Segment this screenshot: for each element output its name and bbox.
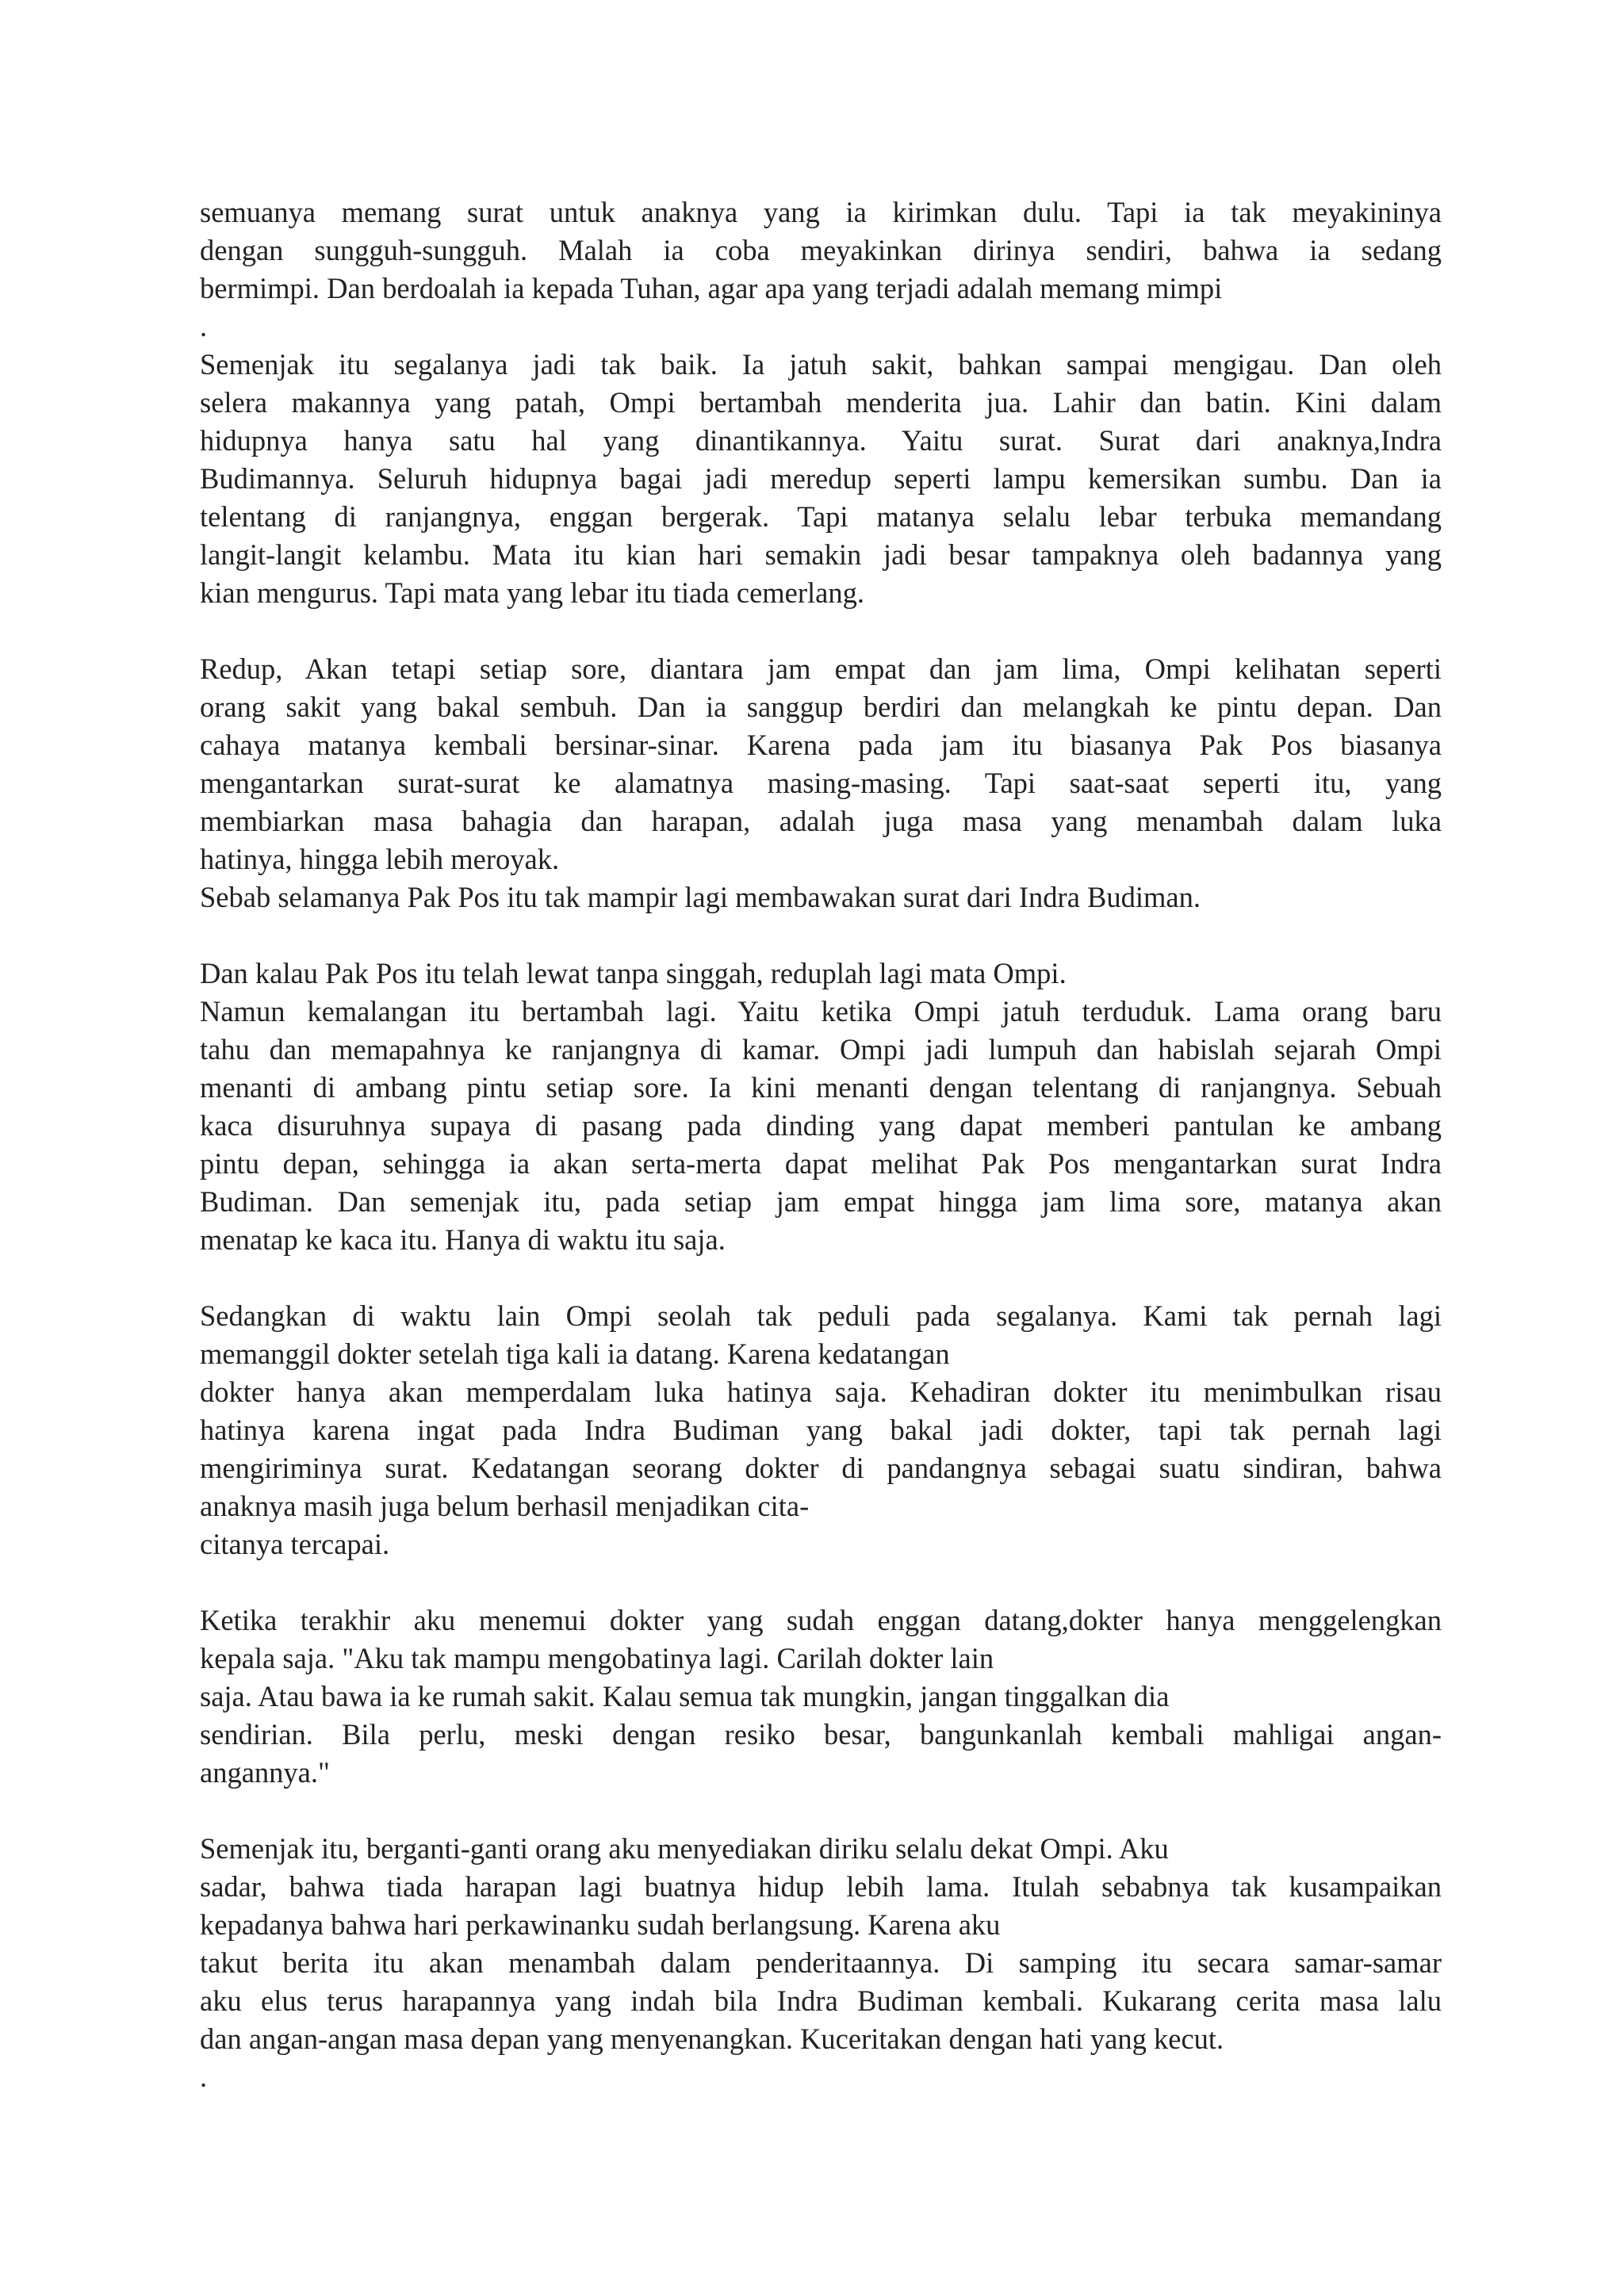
text-line: Sebab selamanya Pak Pos itu tak mampir lagi membawakan surat dari Indra Budiman.	[200, 881, 1201, 913]
text-line: dokter hanya akan memperdalam luka hatinya saja. Kehadiran dokter itu menimbulkan risau	[200, 1376, 1442, 1408]
paragraph	[200, 878, 1442, 916]
text-line: mengiriminya surat. Kedatangan seorang dokter di pandangnya sebagai suatu sindiran, bahwa	[200, 1452, 1442, 1484]
text-line: aku elus terus harapannya yang indah bila Indra Budiman kembali. Kukarang cerita masa lalu	[200, 1984, 1442, 2017]
text-line: citanya tercapai.	[200, 1528, 390, 1560]
document-body	[200, 193, 1442, 2096]
paragraph	[200, 650, 1442, 878]
text-line: anaknya masih juga belum berhasil menjadikan cita-	[200, 1490, 810, 1522]
text-line: mengantarkan surat-surat ke alamatnya masing-masing. Tapi saat-saat seperti itu, yang	[200, 767, 1442, 799]
text-line: sendirian. Bila perlu, meski dengan resiko besar, bangunkanlah kembali mahligai angan-	[200, 1718, 1442, 1751]
text-line: memanggil dokter setelah tiga kali ia datang. Karena kedatangan	[200, 1337, 950, 1370]
text-line: orang sakit yang bakal sembuh. Dan ia sanggup berdiri dan melangkah ke pintu depan. Dan	[200, 691, 1442, 723]
text-line: Ketika terakhir aku menemui dokter yang sudah enggan datang,dokter hanya menggelengkan	[200, 1604, 1442, 1636]
text-line: pintu depan, sehingga ia akan serta-merta dapat melihat Pak Pos mengantarkan surat Indra	[200, 1147, 1442, 1180]
text-line: kepadanya bahwa hari perkawinanku sudah berlangsung. Karena aku	[200, 1908, 1001, 1941]
paragraph-spacer	[200, 1792, 1442, 1830]
text-line: Semenjak itu segalanya jadi tak baik. Ia jatuh sakit, bahkan sampai mengigau. Dan oleh	[200, 348, 1442, 381]
text-line: kaca disuruhnya supaya di pasang pada dinding yang dapat memberi pantulan ke ambang	[200, 1109, 1442, 1142]
text-line: membiarkan masa bahagia dan harapan, adalah juga masa yang menambah dalam luka	[200, 805, 1442, 837]
text-line: Sedangkan di waktu lain Ompi seolah tak peduli pada segalanya. Kami tak pernah lagi	[200, 1299, 1442, 1332]
text-line: bermimpi. Dan berdoalah ia kepada Tuhan, agar apa yang terjadi adalah memang mimpi	[200, 272, 1223, 304]
paragraph	[200, 1297, 1442, 1563]
text-line: saja. Atau bawa ia ke rumah sakit. Kalau semua tak mungkin, jangan tinggalkan dia	[200, 1680, 1170, 1712]
text-line: Redup, Akan tetapi setiap sore, diantara jam empat dan jam lima, Ompi kelihatan seperti	[200, 652, 1442, 685]
text-line: dengan sungguh-sungguh. Malah ia coba meyakinkan dirinya sendiri, bahwa ia sedang	[200, 234, 1442, 266]
paragraph	[200, 1830, 1442, 2096]
paragraph	[200, 993, 1442, 1259]
paragraph	[200, 193, 1442, 346]
text-line: Budiman. Dan semenjak itu, pada setiap jam empat hingga jam lima sore, matanya akan	[200, 1185, 1442, 1218]
text-line: Dan kalau Pak Pos itu telah lewat tanpa singgah, reduplah lagi mata Ompi.	[200, 957, 1067, 989]
paragraph-spacer	[200, 916, 1442, 955]
text-line: Namun kemalangan itu bertambah lagi. Yaitu ketika Ompi jatuh terduduk. Lama orang baru	[200, 995, 1442, 1027]
paragraph	[200, 346, 1442, 612]
paragraph-spacer	[200, 612, 1442, 650]
text-line: cahaya matanya kembali bersinar-sinar. Karena pada jam itu biasanya Pak Pos biasanya	[200, 729, 1442, 761]
text-line: hidupnya hanya satu hal yang dinantikannya. Yaitu surat. Surat dari anaknya,Indra	[200, 424, 1442, 457]
text-line: selera makannya yang patah, Ompi bertambah menderita jua. Lahir dan batin. Kini dalam	[200, 386, 1442, 419]
text-line: .	[200, 2061, 208, 2093]
text-line: menatap ke kaca itu. Hanya di waktu itu saja.	[200, 1223, 726, 1256]
text-line: semuanya memang surat untuk anaknya yang ia kirimkan dulu. Tapi ia tak meyakininya	[200, 196, 1442, 228]
text-line: kian mengurus. Tapi mata yang lebar itu tiada cemerlang.	[200, 576, 865, 609]
text-line: sadar, bahwa tiada harapan lagi buatnya hidup lebih lama. Itulah sebabnya tak kusampaikan	[200, 1870, 1442, 1903]
paragraph	[200, 955, 1442, 993]
paragraph-spacer	[200, 1563, 1442, 1601]
text-line: menanti di ambang pintu setiap sore. Ia kini menanti dengan telentang di ranjangnya. Sebuah	[200, 1071, 1442, 1104]
text-line: .	[200, 310, 208, 342]
text-line: hatinya, hingga lebih meroyak.	[200, 843, 560, 875]
text-line: angannya."	[200, 1756, 330, 1789]
text-line: Semenjak itu, berganti-ganti orang aku menyediakan diriku selalu dekat Ompi. Aku	[200, 1832, 1169, 1865]
paragraph	[200, 1601, 1442, 1792]
text-line: langit-langit kelambu. Mata itu kian hari semakin jadi besar tampaknya oleh badannya yang	[200, 538, 1442, 571]
text-line: kepala saja. "Aku tak mampu mengobatinya lagi. Carilah dokter lain	[200, 1642, 994, 1674]
paragraph-spacer	[200, 1259, 1442, 1297]
text-line: takut berita itu akan menambah dalam penderitaannya. Di samping itu secara samar-samar	[200, 1946, 1442, 1979]
text-line: tahu dan memapahnya ke ranjangnya di kamar. Ompi jadi lumpuh dan habislah sejarah Ompi	[200, 1033, 1442, 1066]
text-line: dan angan-angan masa depan yang menyenangkan. Kuceritakan dengan hati yang kecut.	[200, 2022, 1224, 2055]
text-line: telentang di ranjangnya, enggan bergerak. Tapi matanya selalu lebar terbuka memandang	[200, 500, 1442, 533]
text-line: Budimannya. Seluruh hidupnya bagai jadi meredup seperti lampu kemersikan sumbu. Dan ia	[200, 462, 1442, 495]
text-line: hatinya karena ingat pada Indra Budiman yang bakal jadi dokter, tapi tak pernah lagi	[200, 1414, 1442, 1446]
